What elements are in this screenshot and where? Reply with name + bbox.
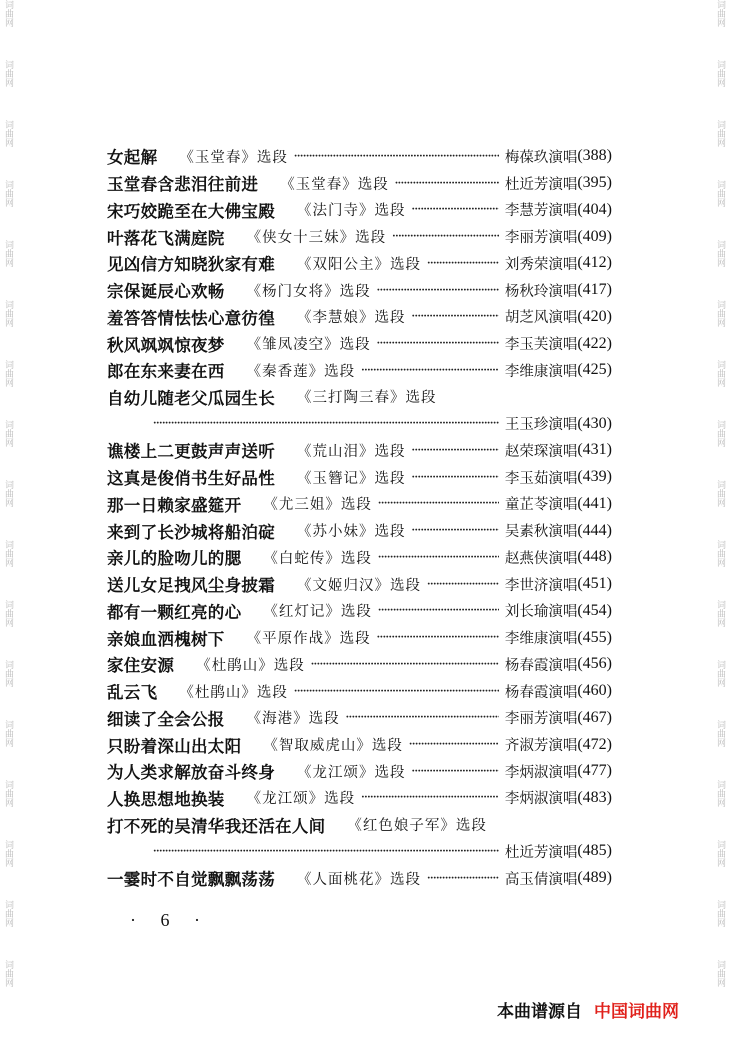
watermark-text: 词曲网 <box>3 240 13 267</box>
performer: 刘长瑜演唱 <box>504 604 578 621</box>
page-ref: (477) <box>577 762 612 780</box>
toc-entry <box>107 303 612 330</box>
page-ref: (489) <box>577 869 612 887</box>
opera-excerpt: 《杜鹃山》选段 <box>179 684 288 701</box>
toc-entry <box>107 330 612 357</box>
source-label: 本曲谱源自 <box>497 1002 582 1022</box>
performer: 李丽芳演唱 <box>504 230 578 247</box>
song-title: 女起解 <box>107 148 158 168</box>
page-ref: (441) <box>577 494 612 512</box>
performer: 赵荣琛演唱 <box>504 443 578 460</box>
page-ref: (412) <box>577 254 612 272</box>
toc-entry-continued <box>107 410 612 437</box>
toc-entry <box>107 491 612 518</box>
watermark-text: 词曲网 <box>3 480 13 507</box>
toc-entry <box>107 785 612 812</box>
leader-dots <box>412 472 499 483</box>
opera-excerpt: 《白蛇传》选段 <box>263 550 372 567</box>
watermark-text: 词曲网 <box>715 540 725 567</box>
page-ref: (483) <box>577 788 612 806</box>
page-ref: (404) <box>577 200 612 218</box>
leader-dots <box>377 338 499 349</box>
performer: 杜近芳演唱 <box>504 844 578 861</box>
opera-excerpt: 《荒山泪》选段 <box>297 443 406 460</box>
performer: 高玉倩演唱 <box>504 871 578 888</box>
song-title: 谯楼上二更鼓声声送听 <box>107 442 275 462</box>
song-title: 这真是俊俏书生好品性 <box>107 469 275 489</box>
watermark-text: 词曲网 <box>3 420 13 447</box>
song-title: 自幼儿随老父瓜园生长 <box>107 388 275 408</box>
song-title: 只盼着深山出太阳 <box>107 736 242 756</box>
song-title: 都有一颗红亮的心 <box>107 602 242 622</box>
toc-entry <box>107 731 612 758</box>
leader-dots <box>395 178 499 189</box>
song-title: 叶落花飞满庭院 <box>107 228 225 248</box>
leader-dots <box>377 632 499 643</box>
leader-dots <box>346 712 499 723</box>
leader-dots <box>311 659 499 670</box>
toc-entry <box>107 651 612 678</box>
leader-dots <box>392 231 499 242</box>
watermark-text: 词曲网 <box>715 180 725 207</box>
leader-dots <box>412 445 499 456</box>
song-title: 羞答答情怯怯心意彷徨 <box>107 308 275 328</box>
watermark-text: 词曲网 <box>3 360 13 387</box>
opera-excerpt: 《玉簪记》选段 <box>297 470 406 487</box>
leader-dots <box>377 285 499 296</box>
toc-entry <box>107 597 612 624</box>
toc-entry <box>107 437 612 464</box>
page-ref: (395) <box>577 174 612 192</box>
song-title: 为人类求解放奋斗终身 <box>107 763 275 783</box>
page-number: · 6 · <box>130 910 210 930</box>
watermark-text: 词曲网 <box>3 720 13 747</box>
toc-entry <box>107 196 612 223</box>
watermark-text: 词曲网 <box>715 240 725 267</box>
opera-excerpt: 《杜鹃山》选段 <box>196 657 305 674</box>
performer: 李慧芳演唱 <box>504 203 578 220</box>
opera-excerpt: 《李慧娘》选段 <box>297 310 406 327</box>
watermark-text: 词曲网 <box>3 60 13 87</box>
watermark-text: 词曲网 <box>3 0 13 27</box>
watermark-text: 词曲网 <box>3 120 13 147</box>
song-title: 郎在东来妻在西 <box>107 362 225 382</box>
toc-entry <box>107 704 612 731</box>
watermark-text: 词曲网 <box>3 540 13 567</box>
page-ref: (460) <box>577 682 612 700</box>
watermark-text: 词曲网 <box>3 840 13 867</box>
song-title: 宗保诞辰心欢畅 <box>107 282 225 302</box>
watermark-text: 词曲网 <box>715 900 725 927</box>
leader-dots <box>378 552 499 563</box>
opera-excerpt: 《秦香莲》选段 <box>246 363 356 380</box>
page-ref: (448) <box>577 548 612 566</box>
opera-excerpt: 《玉堂春》选段 <box>280 176 389 193</box>
opera-excerpt: 《平原作战》选段 <box>246 631 371 648</box>
song-title: 那一日赖家盛筵开 <box>107 495 242 515</box>
watermark-text: 词曲网 <box>715 120 725 147</box>
song-title: 宋巧姣跪至在大佛宝殿 <box>107 201 275 221</box>
performer: 杨春霞演唱 <box>504 684 578 701</box>
watermark-text: 词曲网 <box>715 0 725 27</box>
song-title: 亲儿的脸吻儿的腮 <box>107 549 242 569</box>
page-ref: (485) <box>577 842 612 860</box>
performer: 杜近芳演唱 <box>504 176 578 193</box>
performer: 杨春霞演唱 <box>504 657 578 674</box>
watermark-text: 词曲网 <box>3 960 13 987</box>
opera-excerpt: 《雏凤凌空》选段 <box>246 337 371 353</box>
watermark-text: 词曲网 <box>715 300 725 327</box>
brand-logo-text: 中国词曲网 <box>594 1002 679 1022</box>
performer: 杨秋玲演唱 <box>504 283 578 300</box>
watermark-text: 词曲网 <box>715 960 725 987</box>
leader-dots <box>427 873 499 884</box>
leader-dots <box>409 739 499 750</box>
page-ref: (430) <box>577 414 612 432</box>
performer: 李维康演唱 <box>504 363 578 380</box>
page-ref: (388) <box>577 147 612 165</box>
watermark-text: 词曲网 <box>715 60 725 87</box>
toc-entry <box>107 464 612 491</box>
watermark-text: 词曲网 <box>715 420 725 447</box>
leader-dots <box>427 579 499 590</box>
leader-dots <box>412 204 499 215</box>
page-ref: (417) <box>577 281 612 299</box>
page-ref: (456) <box>577 655 612 673</box>
performer: 李炳淑演唱 <box>504 791 578 808</box>
performer: 赵燕侠演唱 <box>504 550 578 567</box>
song-title: 玉堂春含悲泪往前进 <box>107 175 259 195</box>
page-ref: (454) <box>577 601 612 619</box>
performer: 李炳淑演唱 <box>504 764 578 781</box>
toc-entry <box>107 758 612 785</box>
opera-excerpt: 《三打陶三春》选段 <box>297 390 437 407</box>
song-title: 打不死的吴清华我还活在人间 <box>107 816 326 836</box>
page-ref: (472) <box>577 735 612 753</box>
leader-dots <box>294 686 499 697</box>
watermark-text: 词曲网 <box>3 900 13 927</box>
leader-dots <box>361 792 499 803</box>
song-title: 细读了全会公报 <box>107 709 225 729</box>
song-title: 家住安源 <box>107 656 175 676</box>
leader-dots <box>294 151 499 162</box>
opera-excerpt: 《红灯记》选段 <box>263 604 372 621</box>
performer: 李玉芙演唱 <box>504 337 578 353</box>
performer: 李玉茹演唱 <box>504 470 578 487</box>
leader-dots <box>378 605 499 616</box>
song-title: 人换思想地换装 <box>107 789 225 809</box>
watermark-text: 词曲网 <box>715 840 725 867</box>
toc-entry <box>107 357 612 384</box>
performer: 李丽芳演唱 <box>504 711 578 728</box>
watermark-text: 词曲网 <box>715 780 725 807</box>
toc-entry <box>107 223 612 250</box>
toc-entry <box>107 384 612 411</box>
watermark-right <box>714 0 728 1020</box>
performer: 童芷苓演唱 <box>504 497 578 514</box>
leader-dots <box>153 846 499 857</box>
performer: 刘秀荣演唱 <box>504 256 578 273</box>
watermark-text: 词曲网 <box>3 300 13 327</box>
toc-entry <box>107 170 612 197</box>
song-title: 秋风飒飒惊夜梦 <box>107 335 225 355</box>
watermark-text: 词曲网 <box>715 600 725 627</box>
source-footer <box>497 997 679 1022</box>
opera-excerpt: 《智取威虎山》选段 <box>263 738 403 755</box>
performer: 王玉珍演唱 <box>504 417 578 434</box>
leader-dots <box>412 525 499 536</box>
toc-entry <box>107 678 612 705</box>
table-of-contents <box>107 143 612 892</box>
opera-excerpt: 《龙江颂》选段 <box>297 764 406 781</box>
watermark-text: 词曲网 <box>715 360 725 387</box>
toc-entry <box>107 865 612 892</box>
toc-entry <box>107 250 612 277</box>
toc-entry <box>107 571 612 598</box>
toc-entry <box>107 811 612 838</box>
opera-excerpt: 《苏小妹》选段 <box>297 524 406 541</box>
song-title: 亲娘血洒槐树下 <box>107 629 225 649</box>
watermark-left <box>2 0 16 1020</box>
watermark-text: 词曲网 <box>3 660 13 687</box>
toc-entry <box>107 143 612 170</box>
page-ref: (422) <box>577 334 612 352</box>
page-ref: (439) <box>577 468 612 486</box>
toc-entry <box>107 544 612 571</box>
performer: 李世济演唱 <box>504 577 578 594</box>
song-title: 见凶信方知晓狄家有难 <box>107 255 275 275</box>
song-title: 乱云飞 <box>107 683 158 703</box>
opera-excerpt: 《文姬归汉》选段 <box>297 577 421 594</box>
opera-excerpt: 《法门寺》选段 <box>297 203 406 220</box>
opera-excerpt: 《海港》选段 <box>246 711 340 728</box>
toc-entry <box>107 517 612 544</box>
performer: 吴素秋演唱 <box>504 524 578 541</box>
page-ref: (444) <box>577 521 612 539</box>
leader-dots <box>427 258 499 269</box>
performer: 齐淑芳演唱 <box>504 738 578 755</box>
performer: 李维康演唱 <box>504 631 578 648</box>
leader-dots <box>153 418 499 429</box>
page-ref: (467) <box>577 708 612 726</box>
page-ref: (409) <box>577 227 612 245</box>
leader-dots <box>412 311 499 322</box>
opera-excerpt: 《尤三姐》选段 <box>263 497 372 514</box>
song-title: 一霎时不自觉飘飘荡荡 <box>107 870 275 890</box>
performer: 胡芝风演唱 <box>504 310 578 327</box>
page-ref: (451) <box>577 575 612 593</box>
opera-excerpt: 《侠女十三妹》选段 <box>246 230 387 247</box>
watermark-text: 词曲网 <box>3 180 13 207</box>
page-ref: (420) <box>577 307 612 325</box>
opera-excerpt: 《杨门女将》选段 <box>246 283 371 300</box>
opera-excerpt: 《玉堂春》选段 <box>179 149 288 166</box>
watermark-text: 词曲网 <box>715 720 725 747</box>
page-ref: (455) <box>577 628 612 646</box>
toc-entry <box>107 624 612 651</box>
leader-dots <box>378 498 499 509</box>
opera-excerpt: 《红色娘子军》选段 <box>347 818 487 835</box>
performer: 梅葆玖演唱 <box>504 149 578 166</box>
opera-excerpt: 《人面桃花》选段 <box>297 871 421 888</box>
watermark-text: 词曲网 <box>715 660 725 687</box>
song-title: 送儿女足拽风尘身披霜 <box>107 576 275 596</box>
page-ref: (431) <box>577 441 612 459</box>
leader-dots <box>412 766 499 777</box>
leader-dots <box>361 365 499 376</box>
opera-excerpt: 《龙江颂》选段 <box>246 791 356 808</box>
watermark-text: 词曲网 <box>3 780 13 807</box>
watermark-text: 词曲网 <box>3 600 13 627</box>
toc-entry-continued <box>107 838 612 865</box>
page-ref: (425) <box>577 361 612 379</box>
opera-excerpt: 《双阳公主》选段 <box>297 256 421 273</box>
watermark-text: 词曲网 <box>715 480 725 507</box>
song-title: 来到了长沙城将船泊碇 <box>107 522 275 542</box>
toc-entry <box>107 277 612 304</box>
